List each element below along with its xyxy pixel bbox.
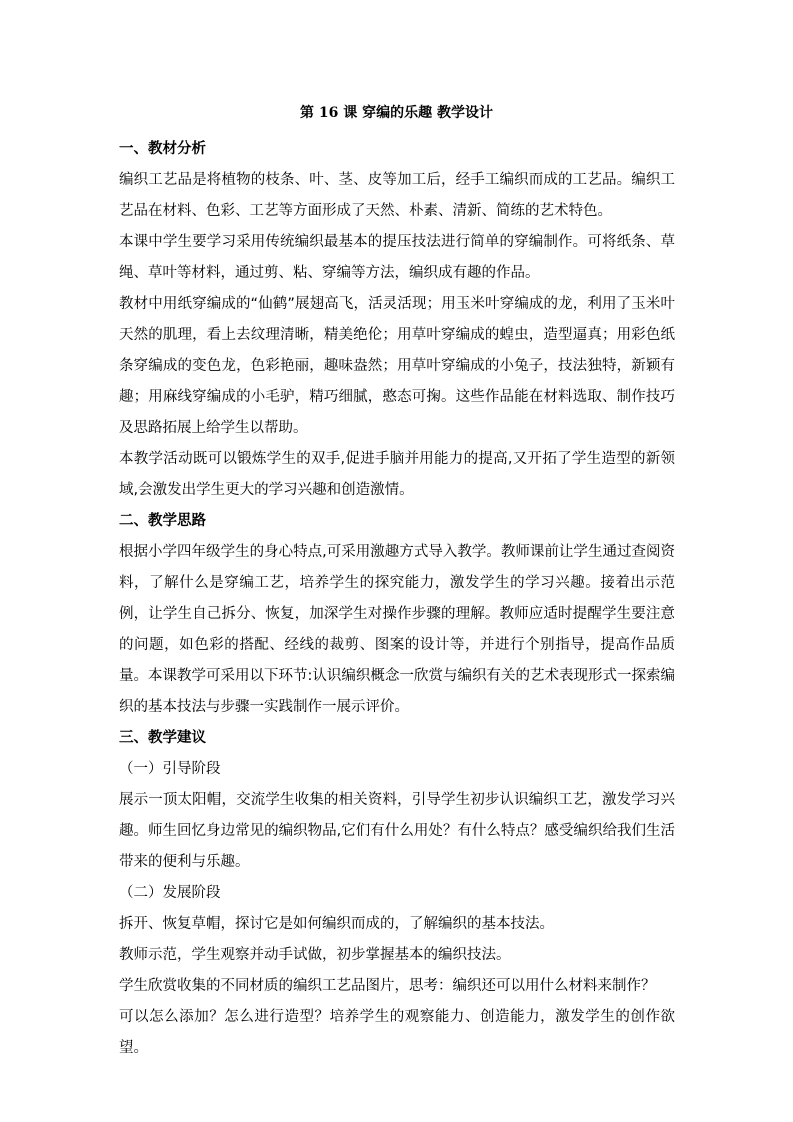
paragraph: 本教学活动既可以锻炼学生的双手,促进手脑并用能力的提高,又开拓了学生造型的新领域,会激发出学生更大的学习兴趣和创造激情。	[119, 451, 675, 498]
paragraph: 可以怎么添加？怎么进行造型？培养学生的观察能力、创造能力，激发学生的创作欲望。	[119, 1009, 675, 1056]
section-teaching-approach	[119, 506, 675, 723]
section-heading: 一、教材分析	[119, 141, 206, 157]
paragraph: 根据小学四年级学生的身心特点,可采用激趣方式导入教学。教师课前让学生通过查阅资料，了解什么是穿编工艺，培养学生的探究能力，激发学生的学习兴趣。接着出示范例，让学生自己拆分、恢复，加深学生对操作步骤的理解。教师应适时提醒学生要注意的问题，如色彩的搭配、经线的裁剪、图案的设计等，并进行个别指导，提高作品质量。本课教学可采用以下环节:认识编织概念一欣赏与编织有关的艺术表现形式一探索编织的基本技法与步骤一实践制作一展示评价。	[119, 544, 675, 715]
paragraph: 展示一顶太阳帽，交流学生收集的相关资料，引导学生初步认识编织工艺，激发学习兴趣。师生回忆身边常见的编织物品,它们有什么用处？有什么特点？感受编织给我们生活带来的便利与乐趣。	[119, 792, 675, 870]
subsection-heading: （一）引导阶段	[119, 761, 221, 777]
paragraph: 拆开、恢复草帽，探讨它是如何编织而成的，了解编织的基本技法。	[119, 916, 554, 932]
paragraph: 教材中用纸穿编成的“仙鹤”展翅高飞，活灵活现；用玉米叶穿编成的龙，利用了玉米叶天然的肌理，看上去纹理清晰，精美绝伦；用草叶穿编成的蝗虫，造型逼真；用彩色纸条穿编成的变色龙，色彩艳丽，趣味盎然；用草叶穿编成的小兔子，技法独特，新颖有趣；用麻线穿编成的小毛驴，精巧细腻，憨态可掬。这些作品能在材料选取、制作技巧及思路拓展上给学生以帮助。	[119, 296, 675, 436]
document-body	[119, 134, 675, 1064]
section-textbook-analysis	[119, 134, 675, 506]
paragraph: 学生欣赏收集的不同材质的编织工艺品图片，思考：编织还可以用什么材料来制作？	[119, 978, 656, 994]
section-heading: 二、教学思路	[119, 513, 206, 529]
paragraph: 本课中学生要学习采用传统编织最基本的提压技法进行简单的穿编制作。可将纸条、草绳、草叶等材料，通过剪、粘、穿编等方法，编织成有趣的作品。	[119, 234, 675, 281]
paragraph: 教师示范，学生观察并动手试做，初步掌握基本的编织技法。	[119, 947, 511, 963]
document-title: 第 16 课 穿编的乐趣 教学设计	[300, 105, 493, 121]
paragraph: 编织工艺品是将植物的枝条、叶、茎、皮等加工后，经手工编织而成的工艺品。编织工艺品在材料、色彩、工艺等方面形成了天然、朴素、清新、简练的艺术特色。	[119, 172, 675, 219]
section-teaching-suggestions	[119, 723, 675, 1064]
section-heading: 三、教学建议	[119, 730, 206, 746]
subsection-heading: （二）发展阶段	[119, 885, 221, 901]
